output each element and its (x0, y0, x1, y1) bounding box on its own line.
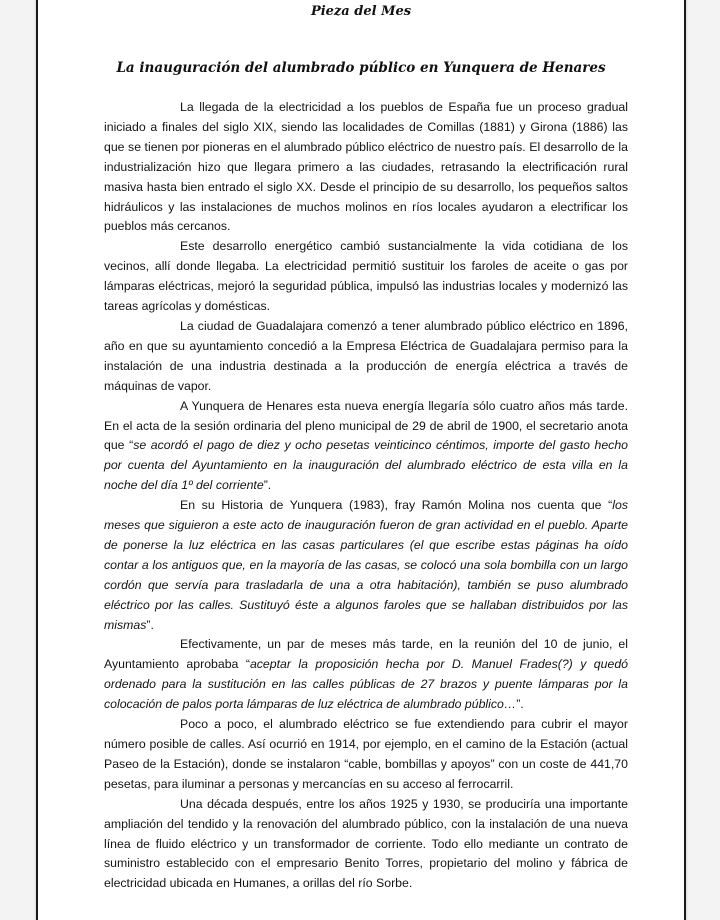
paragraph-4-intro: A Yunquera de Henares esta nueva energía llegaría sólo cuatro años más tarde. En el acta de la sesión ordinaria del pleno municipal de 29 de abril de 1900, el secretario anota que “ (104, 398, 628, 453)
article-body (104, 98, 628, 894)
section-header: Pieza del Mes (310, 4, 412, 19)
paragraph-6-intro: Efectivamente, un par de meses más tarde, en la reunión del 10 de junio, el Ayuntamiento aprobaba “ (104, 637, 628, 672)
paragraph-2: Este desarrollo energético cambió sustancialmente la vida cotidiana de los vecinos, allí donde llegaba. La electricidad permitió sustituir los faroles de aceite o gas por lámparas eléctricas, mejoró la seguridad pública, impulsó las industrias locales y modernizó las tareas agrícolas y domésticas. (104, 239, 628, 314)
paragraph-3: La ciudad de Guadalajara comenzó a tener alumbrado público eléctrico en 1896, año en que su ayuntamiento concedió a la Empresa Eléctrica de Guadalajara permiso para la instalación de una industria destinada a la producción de energía eléctrica a través de máquinas de vapor. (104, 318, 628, 393)
paragraph-5-intro: En su Historia de Yunquera (1983), fray Ramón Molina nos cuenta que “ (180, 498, 613, 513)
paragraph-5 (104, 496, 628, 635)
document-page (36, 0, 686, 920)
paragraph-8: Una década después, entre los años 1925 y 1930, se produciría una importante ampliación del tendido y la renovación del alumbrado público, con la instalación de una nueva línea de fluido eléctrico y un transformador de corriente. Todo ello mediante un contrato de suministro establecido con el empresario Benito Torres, propietario del molino y fábrica de electricidad ubicada en Humanes, a orillas del río Sorbe. (104, 796, 628, 891)
paragraph-5-quote: los meses que siguieron a este acto de inauguración fueron de gran actividad en el pueblo. Aparte de ponerse la luz eléctrica en las casas particulares (el que escribe estas páginas ha oído contar a los antiguos que, en la mayoría de las casas, se colocó una sola bombilla con un largo cordón que servía para trasladarla de una a otra habitación), también se puso alumbrado eléctrico por las calles. Sustituyó éste a algunos faroles que se hallaban distribuidos por las mismas (104, 498, 628, 632)
paragraph-7: Poco a poco, el alumbrado eléctrico se fue extendiendo para cubrir el mayor número posible de calles. Así ocurrió en 1914, por ejemplo, en el camino de la Estación (actual Paseo de la Estación), donde se instalaron “cable, bombillas y apoyos” con un coste de 441,70 pesetas, para iluminar a personas y mercancías en su acceso al ferrocarril. (104, 717, 628, 791)
paragraph-1: La llegada de la electricidad a los pueblos de España fue un proceso gradual iniciado a finales del siglo XIX, siendo las localidades de Comillas (1881) y Girona (1886) las que se tienen por pioneras en el alumbrado público eléctrico de nuestro país. El desarrollo de la industrialización hizo que llegara primero a las ciudades, retrasando la electrificación rural masiva hasta bien entrado el siglo XX. Desde el principio de su desarrollo, los pequeños saltos hidráulicos y las instalaciones de muchos molinos en ríos locales ayudaron a electrificar los pueblos más cercanos. (104, 100, 628, 234)
paragraph-4 (104, 397, 628, 497)
paragraph-4-end: ”. (263, 478, 272, 493)
paragraph-5-end: ”. (146, 617, 154, 632)
paragraph-6-quote: aceptar la proposición hecha por D. Manuel Frades(?) y quedó ordenado para la sustitución en las calles públicas de 27 brazos y puente lámparas por la colocación de palos porta lámparas de luz eléctrica de alumbrado público… (104, 657, 628, 712)
paragraph-6-end: ”. (516, 697, 524, 712)
article-title: La inauguración del alumbrado público en Yunquera de Henares (116, 60, 606, 76)
paragraph-4-quote: se acordó el pago de diez y ocho pesetas veinticinco céntimos, importe del gasto hecho por cuenta del Ayuntamiento en la inauguración del alumbrado eléctrico de esta villa en la noche del día 1º del corriente (104, 438, 629, 493)
paragraph-6 (104, 635, 628, 715)
